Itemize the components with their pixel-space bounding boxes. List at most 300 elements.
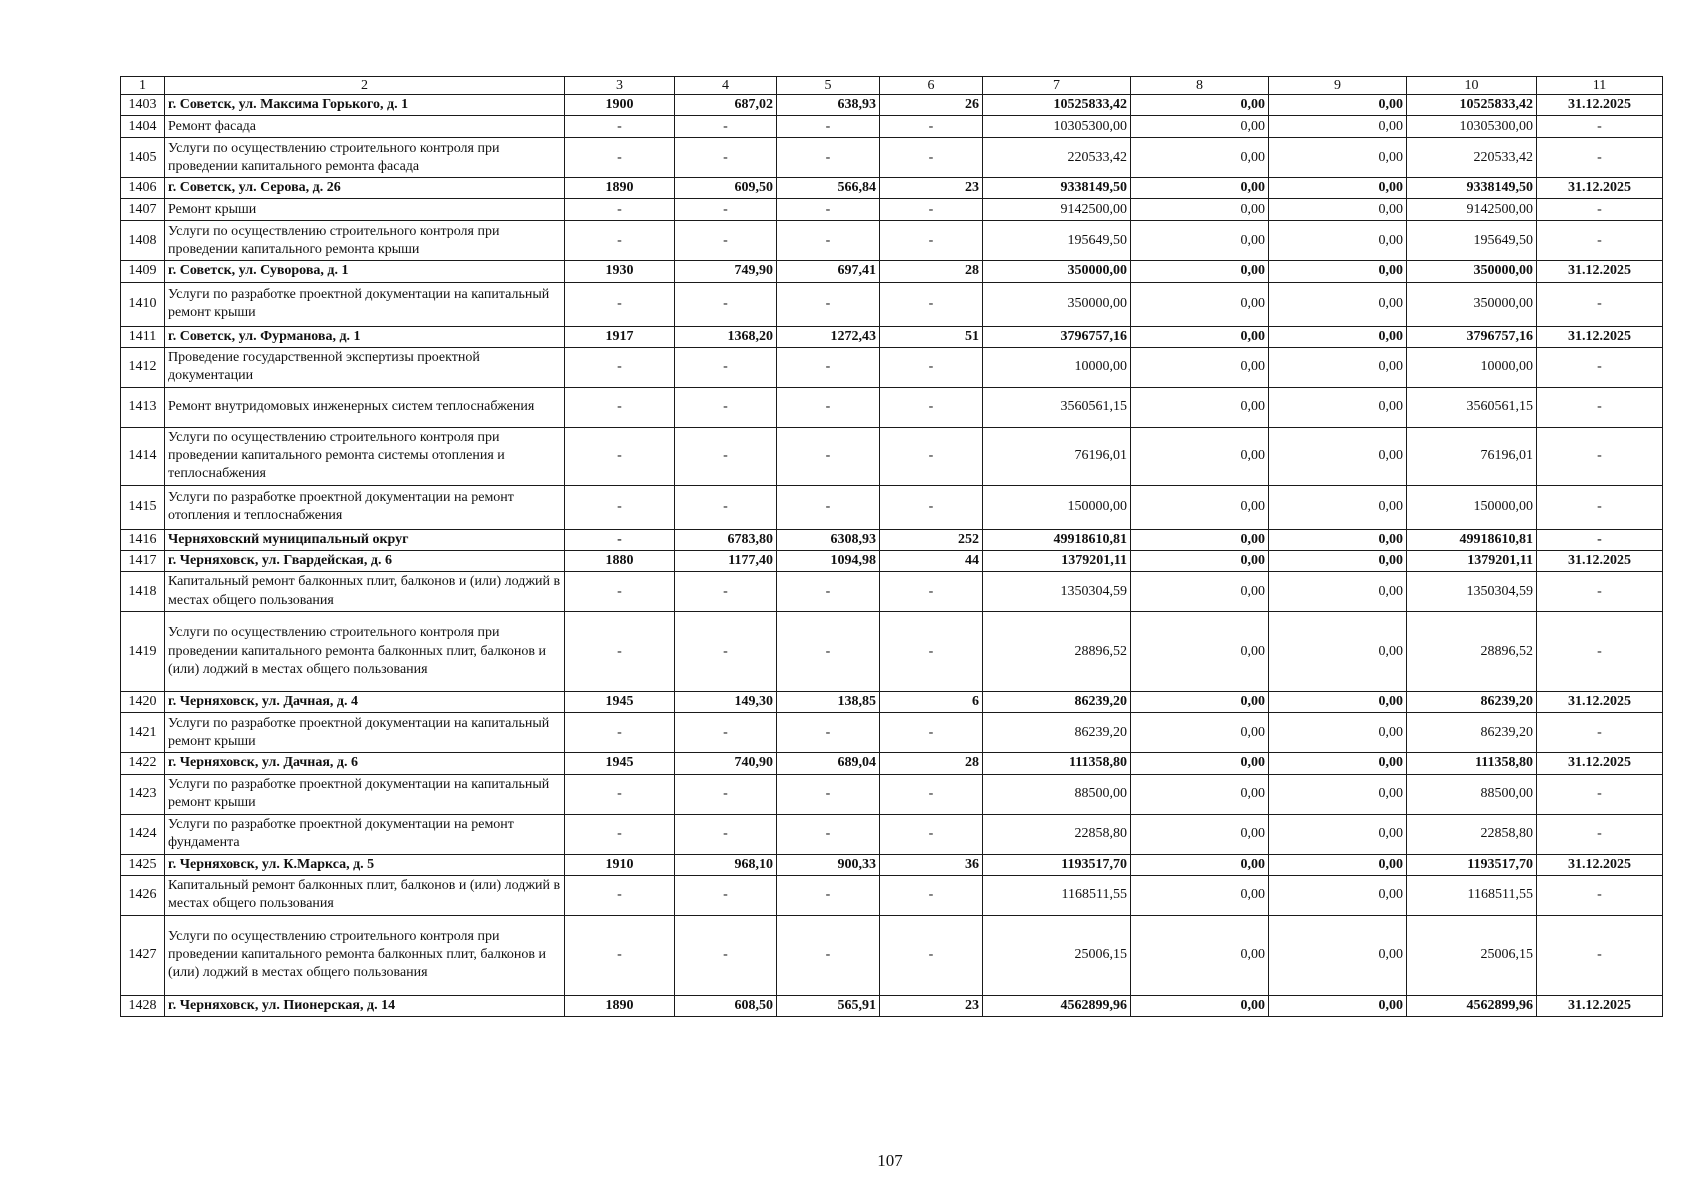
regional-cost-cell: 1379201,11 bbox=[1407, 550, 1537, 571]
residents-cell: - bbox=[880, 485, 983, 529]
total-area-cell: - bbox=[675, 387, 777, 427]
completion-date-cell: 31.12.2025 bbox=[1537, 178, 1663, 199]
residents-cell: 28 bbox=[880, 261, 983, 282]
completion-date-cell: 31.12.2025 bbox=[1537, 854, 1663, 875]
owner-cost-cell: 0,00 bbox=[1269, 915, 1407, 995]
regional-cost-cell: 195649,50 bbox=[1407, 221, 1537, 261]
row-number-cell: 1409 bbox=[121, 261, 165, 282]
completion-date-cell: 31.12.2025 bbox=[1537, 261, 1663, 282]
regional-cost-cell: 1350304,59 bbox=[1407, 572, 1537, 612]
fund-cost-cell: 0,00 bbox=[1131, 713, 1269, 753]
completion-date-cell: 31.12.2025 bbox=[1537, 692, 1663, 713]
regional-cost-cell: 111358,80 bbox=[1407, 753, 1537, 774]
build-year-cell: - bbox=[565, 713, 675, 753]
header-cell: 3 bbox=[565, 77, 675, 95]
regional-cost-cell: 3560561,15 bbox=[1407, 387, 1537, 427]
build-year-cell: - bbox=[565, 221, 675, 261]
completion-date-cell: - bbox=[1537, 199, 1663, 221]
owner-cost-cell: 0,00 bbox=[1269, 387, 1407, 427]
row-title-cell: г. Черняховск, ул. Дачная, д. 4 bbox=[165, 692, 565, 713]
row-title-cell: Услуги по осуществлению строительного контроля при проведении капитального ремонта фасада bbox=[165, 138, 565, 178]
living-area-cell: - bbox=[777, 612, 880, 692]
residents-cell: - bbox=[880, 387, 983, 427]
total-cost-cell: 4562899,96 bbox=[983, 995, 1131, 1016]
build-year-cell: - bbox=[565, 485, 675, 529]
living-area-cell: - bbox=[777, 282, 880, 326]
row-number-cell: 1406 bbox=[121, 178, 165, 199]
regional-cost-cell: 86239,20 bbox=[1407, 713, 1537, 753]
owner-cost-cell: 0,00 bbox=[1269, 572, 1407, 612]
column-number-header bbox=[121, 77, 1663, 95]
row-title-cell: г. Черняховск, ул. К.Маркса, д. 5 bbox=[165, 854, 565, 875]
living-area-cell: - bbox=[777, 138, 880, 178]
owner-cost-cell: 0,00 bbox=[1269, 116, 1407, 138]
fund-cost-cell: 0,00 bbox=[1131, 347, 1269, 387]
capital-repair-table bbox=[120, 76, 1663, 1017]
regional-cost-cell: 22858,80 bbox=[1407, 814, 1537, 854]
table-row bbox=[121, 774, 1663, 814]
row-number-cell: 1419 bbox=[121, 612, 165, 692]
row-title-cell: Услуги по разработке проектной документации на ремонт отопления и теплоснабжения bbox=[165, 485, 565, 529]
table-row bbox=[121, 282, 1663, 326]
header-row bbox=[121, 77, 1663, 95]
row-title-cell: Черняховский муниципальный округ bbox=[165, 529, 565, 550]
owner-cost-cell: 0,00 bbox=[1269, 282, 1407, 326]
table-row bbox=[121, 326, 1663, 347]
row-title-cell: г. Советск, ул. Серова, д. 26 bbox=[165, 178, 565, 199]
living-area-cell: - bbox=[777, 116, 880, 138]
row-title-cell: г. Советск, ул. Фурманова, д. 1 bbox=[165, 326, 565, 347]
row-title-cell: Услуги по осуществлению строительного контроля при проведении капитального ремонта балконных плит, балконов и (или) лоджий в местах общего пользования bbox=[165, 915, 565, 995]
row-number-cell: 1416 bbox=[121, 529, 165, 550]
regional-cost-cell: 9142500,00 bbox=[1407, 199, 1537, 221]
regional-cost-cell: 150000,00 bbox=[1407, 485, 1537, 529]
owner-cost-cell: 0,00 bbox=[1269, 854, 1407, 875]
fund-cost-cell: 0,00 bbox=[1131, 178, 1269, 199]
total-area-cell: 609,50 bbox=[675, 178, 777, 199]
table-body bbox=[121, 95, 1663, 1017]
row-number-cell: 1413 bbox=[121, 387, 165, 427]
total-cost-cell: 28896,52 bbox=[983, 612, 1131, 692]
fund-cost-cell: 0,00 bbox=[1131, 692, 1269, 713]
total-area-cell: - bbox=[675, 347, 777, 387]
owner-cost-cell: 0,00 bbox=[1269, 774, 1407, 814]
table-row bbox=[121, 713, 1663, 753]
residents-cell: - bbox=[880, 612, 983, 692]
row-number-cell: 1407 bbox=[121, 199, 165, 221]
owner-cost-cell: 0,00 bbox=[1269, 875, 1407, 915]
completion-date-cell: - bbox=[1537, 713, 1663, 753]
row-title-cell: г. Черняховск, ул. Дачная, д. 6 bbox=[165, 753, 565, 774]
total-area-cell: 968,10 bbox=[675, 854, 777, 875]
residents-cell: 44 bbox=[880, 550, 983, 571]
owner-cost-cell: 0,00 bbox=[1269, 753, 1407, 774]
fund-cost-cell: 0,00 bbox=[1131, 427, 1269, 485]
total-cost-cell: 195649,50 bbox=[983, 221, 1131, 261]
completion-date-cell: 31.12.2025 bbox=[1537, 753, 1663, 774]
fund-cost-cell: 0,00 bbox=[1131, 854, 1269, 875]
build-year-cell: - bbox=[565, 612, 675, 692]
table-row bbox=[121, 199, 1663, 221]
fund-cost-cell: 0,00 bbox=[1131, 915, 1269, 995]
residents-cell: - bbox=[880, 713, 983, 753]
header-cell: 6 bbox=[880, 77, 983, 95]
table-row bbox=[121, 95, 1663, 116]
total-cost-cell: 1350304,59 bbox=[983, 572, 1131, 612]
row-title-cell: Услуги по осуществлению строительного контроля при проведении капитального ремонта балконных плит, балконов и (или) лоджий в местах общего пользования bbox=[165, 612, 565, 692]
total-area-cell: - bbox=[675, 485, 777, 529]
fund-cost-cell: 0,00 bbox=[1131, 485, 1269, 529]
residents-cell: 252 bbox=[880, 529, 983, 550]
owner-cost-cell: 0,00 bbox=[1269, 138, 1407, 178]
owner-cost-cell: 0,00 bbox=[1269, 692, 1407, 713]
owner-cost-cell: 0,00 bbox=[1269, 485, 1407, 529]
living-area-cell: 900,33 bbox=[777, 854, 880, 875]
table-row bbox=[121, 612, 1663, 692]
total-area-cell: - bbox=[675, 199, 777, 221]
fund-cost-cell: 0,00 bbox=[1131, 774, 1269, 814]
completion-date-cell: - bbox=[1537, 529, 1663, 550]
total-area-cell: - bbox=[675, 814, 777, 854]
completion-date-cell: - bbox=[1537, 138, 1663, 178]
build-year-cell: - bbox=[565, 875, 675, 915]
residents-cell: 28 bbox=[880, 753, 983, 774]
completion-date-cell: 31.12.2025 bbox=[1537, 326, 1663, 347]
completion-date-cell: 31.12.2025 bbox=[1537, 995, 1663, 1016]
row-number-cell: 1417 bbox=[121, 550, 165, 571]
completion-date-cell: - bbox=[1537, 347, 1663, 387]
regional-cost-cell: 25006,15 bbox=[1407, 915, 1537, 995]
living-area-cell: - bbox=[777, 485, 880, 529]
owner-cost-cell: 0,00 bbox=[1269, 713, 1407, 753]
total-area-cell: - bbox=[675, 572, 777, 612]
header-cell: 8 bbox=[1131, 77, 1269, 95]
row-title-cell: Капитальный ремонт балконных плит, балконов и (или) лоджий в местах общего пользования bbox=[165, 875, 565, 915]
regional-cost-cell: 88500,00 bbox=[1407, 774, 1537, 814]
residents-cell: - bbox=[880, 875, 983, 915]
total-cost-cell: 25006,15 bbox=[983, 915, 1131, 995]
build-year-cell: - bbox=[565, 282, 675, 326]
living-area-cell: - bbox=[777, 814, 880, 854]
total-cost-cell: 1168511,55 bbox=[983, 875, 1131, 915]
build-year-cell: 1917 bbox=[565, 326, 675, 347]
header-cell: 2 bbox=[165, 77, 565, 95]
total-cost-cell: 9338149,50 bbox=[983, 178, 1131, 199]
total-area-cell: 1177,40 bbox=[675, 550, 777, 571]
completion-date-cell: 31.12.2025 bbox=[1537, 95, 1663, 116]
completion-date-cell: - bbox=[1537, 612, 1663, 692]
regional-cost-cell: 3796757,16 bbox=[1407, 326, 1537, 347]
build-year-cell: 1900 bbox=[565, 95, 675, 116]
total-cost-cell: 111358,80 bbox=[983, 753, 1131, 774]
residents-cell: 26 bbox=[880, 95, 983, 116]
completion-date-cell: - bbox=[1537, 814, 1663, 854]
fund-cost-cell: 0,00 bbox=[1131, 116, 1269, 138]
table-row bbox=[121, 572, 1663, 612]
living-area-cell: - bbox=[777, 915, 880, 995]
table-row bbox=[121, 261, 1663, 282]
owner-cost-cell: 0,00 bbox=[1269, 261, 1407, 282]
living-area-cell: 565,91 bbox=[777, 995, 880, 1016]
row-number-cell: 1414 bbox=[121, 427, 165, 485]
fund-cost-cell: 0,00 bbox=[1131, 387, 1269, 427]
page-number: 107 bbox=[877, 1151, 903, 1170]
total-area-cell: - bbox=[675, 221, 777, 261]
total-area-cell: - bbox=[675, 282, 777, 326]
residents-cell: - bbox=[880, 116, 983, 138]
total-area-cell: - bbox=[675, 116, 777, 138]
fund-cost-cell: 0,00 bbox=[1131, 261, 1269, 282]
row-number-cell: 1415 bbox=[121, 485, 165, 529]
row-number-cell: 1420 bbox=[121, 692, 165, 713]
living-area-cell: 697,41 bbox=[777, 261, 880, 282]
living-area-cell: 566,84 bbox=[777, 178, 880, 199]
build-year-cell: - bbox=[565, 199, 675, 221]
table-row bbox=[121, 529, 1663, 550]
residents-cell: - bbox=[880, 572, 983, 612]
build-year-cell: - bbox=[565, 814, 675, 854]
total-area-cell: - bbox=[675, 915, 777, 995]
fund-cost-cell: 0,00 bbox=[1131, 753, 1269, 774]
living-area-cell: - bbox=[777, 774, 880, 814]
total-cost-cell: 86239,20 bbox=[983, 713, 1131, 753]
completion-date-cell: - bbox=[1537, 387, 1663, 427]
total-cost-cell: 76196,01 bbox=[983, 427, 1131, 485]
row-title-cell: Ремонт внутридомовых инженерных систем теплоснабжения bbox=[165, 387, 565, 427]
living-area-cell: - bbox=[777, 387, 880, 427]
completion-date-cell: - bbox=[1537, 875, 1663, 915]
table-row bbox=[121, 178, 1663, 199]
table-row bbox=[121, 875, 1663, 915]
row-number-cell: 1422 bbox=[121, 753, 165, 774]
row-title-cell: Услуги по разработке проектной документации на капитальный ремонт крыши bbox=[165, 713, 565, 753]
row-number-cell: 1428 bbox=[121, 995, 165, 1016]
owner-cost-cell: 0,00 bbox=[1269, 427, 1407, 485]
owner-cost-cell: 0,00 bbox=[1269, 550, 1407, 571]
table-row bbox=[121, 221, 1663, 261]
living-area-cell: 1272,43 bbox=[777, 326, 880, 347]
total-cost-cell: 1379201,11 bbox=[983, 550, 1131, 571]
row-number-cell: 1408 bbox=[121, 221, 165, 261]
total-cost-cell: 22858,80 bbox=[983, 814, 1131, 854]
build-year-cell: - bbox=[565, 427, 675, 485]
total-cost-cell: 3796757,16 bbox=[983, 326, 1131, 347]
fund-cost-cell: 0,00 bbox=[1131, 814, 1269, 854]
living-area-cell: 6308,93 bbox=[777, 529, 880, 550]
build-year-cell: 1945 bbox=[565, 692, 675, 713]
completion-date-cell: - bbox=[1537, 116, 1663, 138]
total-cost-cell: 3560561,15 bbox=[983, 387, 1131, 427]
living-area-cell: 689,04 bbox=[777, 753, 880, 774]
row-number-cell: 1404 bbox=[121, 116, 165, 138]
build-year-cell: 1890 bbox=[565, 178, 675, 199]
build-year-cell: - bbox=[565, 774, 675, 814]
total-cost-cell: 220533,42 bbox=[983, 138, 1131, 178]
row-title-cell: Капитальный ремонт балконных плит, балконов и (или) лоджий в местах общего пользования bbox=[165, 572, 565, 612]
fund-cost-cell: 0,00 bbox=[1131, 95, 1269, 116]
regional-cost-cell: 76196,01 bbox=[1407, 427, 1537, 485]
table-row bbox=[121, 387, 1663, 427]
total-area-cell: 149,30 bbox=[675, 692, 777, 713]
row-number-cell: 1421 bbox=[121, 713, 165, 753]
row-number-cell: 1411 bbox=[121, 326, 165, 347]
total-area-cell: - bbox=[675, 875, 777, 915]
fund-cost-cell: 0,00 bbox=[1131, 572, 1269, 612]
regional-cost-cell: 49918610,81 bbox=[1407, 529, 1537, 550]
regional-cost-cell: 4562899,96 bbox=[1407, 995, 1537, 1016]
residents-cell: 23 bbox=[880, 995, 983, 1016]
fund-cost-cell: 0,00 bbox=[1131, 221, 1269, 261]
regional-cost-cell: 220533,42 bbox=[1407, 138, 1537, 178]
row-number-cell: 1412 bbox=[121, 347, 165, 387]
living-area-cell: - bbox=[777, 427, 880, 485]
owner-cost-cell: 0,00 bbox=[1269, 221, 1407, 261]
residents-cell: - bbox=[880, 915, 983, 995]
residents-cell: - bbox=[880, 138, 983, 178]
row-title-cell: Услуги по разработке проектной документации на капитальный ремонт крыши bbox=[165, 282, 565, 326]
table-row bbox=[121, 753, 1663, 774]
build-year-cell: - bbox=[565, 387, 675, 427]
owner-cost-cell: 0,00 bbox=[1269, 95, 1407, 116]
owner-cost-cell: 0,00 bbox=[1269, 612, 1407, 692]
header-cell: 4 bbox=[675, 77, 777, 95]
owner-cost-cell: 0,00 bbox=[1269, 326, 1407, 347]
build-year-cell: 1930 bbox=[565, 261, 675, 282]
completion-date-cell: - bbox=[1537, 427, 1663, 485]
table-row bbox=[121, 854, 1663, 875]
row-number-cell: 1426 bbox=[121, 875, 165, 915]
total-cost-cell: 88500,00 bbox=[983, 774, 1131, 814]
fund-cost-cell: 0,00 bbox=[1131, 199, 1269, 221]
fund-cost-cell: 0,00 bbox=[1131, 875, 1269, 915]
total-area-cell: 740,90 bbox=[675, 753, 777, 774]
completion-date-cell: - bbox=[1537, 572, 1663, 612]
total-cost-cell: 9142500,00 bbox=[983, 199, 1131, 221]
row-title-cell: Ремонт фасада bbox=[165, 116, 565, 138]
regional-cost-cell: 1168511,55 bbox=[1407, 875, 1537, 915]
header-cell: 5 bbox=[777, 77, 880, 95]
row-title-cell: Услуги по разработке проектной документации на капитальный ремонт крыши bbox=[165, 774, 565, 814]
regional-cost-cell: 350000,00 bbox=[1407, 261, 1537, 282]
living-area-cell: 138,85 bbox=[777, 692, 880, 713]
row-number-cell: 1427 bbox=[121, 915, 165, 995]
row-title-cell: г. Черняховск, ул. Гвардейская, д. 6 bbox=[165, 550, 565, 571]
header-cell: 11 bbox=[1537, 77, 1663, 95]
regional-cost-cell: 10525833,42 bbox=[1407, 95, 1537, 116]
regional-cost-cell: 350000,00 bbox=[1407, 282, 1537, 326]
residents-cell: - bbox=[880, 347, 983, 387]
row-number-cell: 1425 bbox=[121, 854, 165, 875]
total-cost-cell: 49918610,81 bbox=[983, 529, 1131, 550]
total-cost-cell: 10305300,00 bbox=[983, 116, 1131, 138]
row-number-cell: 1403 bbox=[121, 95, 165, 116]
total-cost-cell: 10525833,42 bbox=[983, 95, 1131, 116]
row-title-cell: г. Черняховск, ул. Пионерская, д. 14 bbox=[165, 995, 565, 1016]
living-area-cell: - bbox=[777, 875, 880, 915]
total-area-cell: 6783,80 bbox=[675, 529, 777, 550]
total-cost-cell: 10000,00 bbox=[983, 347, 1131, 387]
row-title-cell: Ремонт крыши bbox=[165, 199, 565, 221]
owner-cost-cell: 0,00 bbox=[1269, 814, 1407, 854]
total-area-cell: - bbox=[675, 774, 777, 814]
living-area-cell: - bbox=[777, 199, 880, 221]
total-cost-cell: 150000,00 bbox=[983, 485, 1131, 529]
table-row bbox=[121, 995, 1663, 1016]
header-cell: 9 bbox=[1269, 77, 1407, 95]
completion-date-cell: - bbox=[1537, 485, 1663, 529]
residents-cell: 23 bbox=[880, 178, 983, 199]
row-title-cell: Проведение государственной экспертизы проектной документации bbox=[165, 347, 565, 387]
table-row bbox=[121, 116, 1663, 138]
living-area-cell: - bbox=[777, 572, 880, 612]
residents-cell: 51 bbox=[880, 326, 983, 347]
owner-cost-cell: 0,00 bbox=[1269, 529, 1407, 550]
total-area-cell: 1368,20 bbox=[675, 326, 777, 347]
row-number-cell: 1405 bbox=[121, 138, 165, 178]
table-row bbox=[121, 915, 1663, 995]
fund-cost-cell: 0,00 bbox=[1131, 138, 1269, 178]
completion-date-cell: 31.12.2025 bbox=[1537, 550, 1663, 571]
total-area-cell: - bbox=[675, 612, 777, 692]
row-number-cell: 1423 bbox=[121, 774, 165, 814]
build-year-cell: 1880 bbox=[565, 550, 675, 571]
total-cost-cell: 350000,00 bbox=[983, 282, 1131, 326]
regional-cost-cell: 28896,52 bbox=[1407, 612, 1537, 692]
row-number-cell: 1418 bbox=[121, 572, 165, 612]
row-title-cell: Услуги по осуществлению строительного контроля при проведении капитального ремонта крыши bbox=[165, 221, 565, 261]
completion-date-cell: - bbox=[1537, 774, 1663, 814]
fund-cost-cell: 0,00 bbox=[1131, 550, 1269, 571]
owner-cost-cell: 0,00 bbox=[1269, 199, 1407, 221]
table-row bbox=[121, 814, 1663, 854]
header-cell: 10 bbox=[1407, 77, 1537, 95]
row-title-cell: г. Советск, ул. Суворова, д. 1 bbox=[165, 261, 565, 282]
residents-cell: 36 bbox=[880, 854, 983, 875]
living-area-cell: - bbox=[777, 347, 880, 387]
total-cost-cell: 350000,00 bbox=[983, 261, 1131, 282]
row-title-cell: Услуги по осуществлению строительного контроля при проведении капитального ремонта системы отопления и теплоснабжения bbox=[165, 427, 565, 485]
total-area-cell: 608,50 bbox=[675, 995, 777, 1016]
row-title-cell: г. Советск, ул. Максима Горького, д. 1 bbox=[165, 95, 565, 116]
living-area-cell: 1094,98 bbox=[777, 550, 880, 571]
fund-cost-cell: 0,00 bbox=[1131, 995, 1269, 1016]
build-year-cell: - bbox=[565, 116, 675, 138]
header-cell: 7 bbox=[983, 77, 1131, 95]
residents-cell: 6 bbox=[880, 692, 983, 713]
completion-date-cell: - bbox=[1537, 282, 1663, 326]
build-year-cell: - bbox=[565, 915, 675, 995]
table-row bbox=[121, 347, 1663, 387]
regional-cost-cell: 9338149,50 bbox=[1407, 178, 1537, 199]
living-area-cell: - bbox=[777, 221, 880, 261]
total-area-cell: - bbox=[675, 138, 777, 178]
table-row bbox=[121, 138, 1663, 178]
table-row bbox=[121, 550, 1663, 571]
fund-cost-cell: 0,00 bbox=[1131, 282, 1269, 326]
table-row bbox=[121, 692, 1663, 713]
residents-cell: - bbox=[880, 221, 983, 261]
row-title-cell: Услуги по разработке проектной документации на ремонт фундамента bbox=[165, 814, 565, 854]
regional-cost-cell: 10000,00 bbox=[1407, 347, 1537, 387]
residents-cell: - bbox=[880, 199, 983, 221]
regional-cost-cell: 86239,20 bbox=[1407, 692, 1537, 713]
completion-date-cell: - bbox=[1537, 221, 1663, 261]
table-row bbox=[121, 427, 1663, 485]
residents-cell: - bbox=[880, 814, 983, 854]
regional-cost-cell: 10305300,00 bbox=[1407, 116, 1537, 138]
build-year-cell: - bbox=[565, 529, 675, 550]
owner-cost-cell: 0,00 bbox=[1269, 995, 1407, 1016]
